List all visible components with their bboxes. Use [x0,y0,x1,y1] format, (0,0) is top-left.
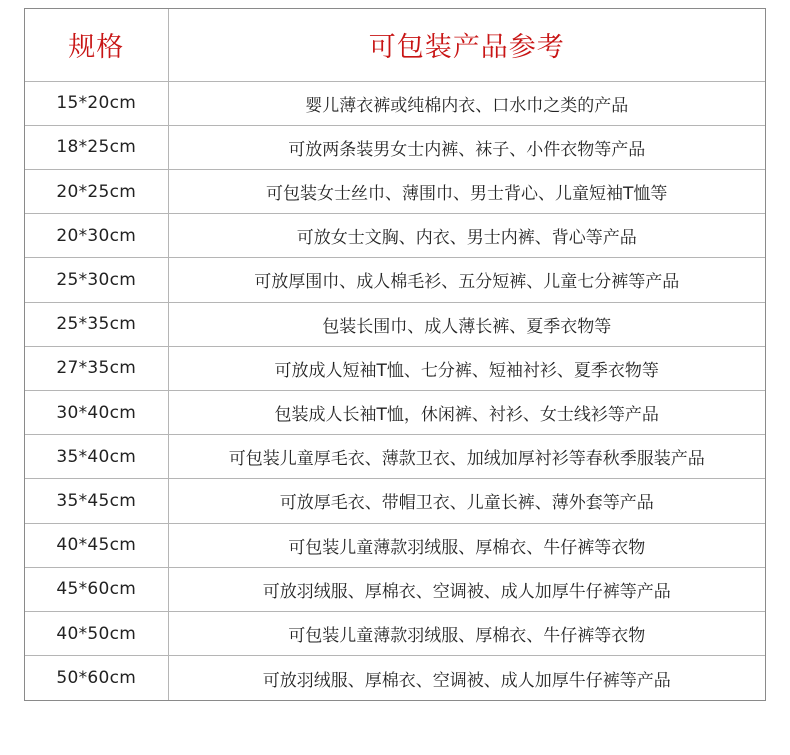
products-cell: 可包装儿童薄款羽绒服、厚棉衣、牛仔裤等衣物 [168,611,765,655]
products-cell: 可放女士文胸、内衣、男士内裤、背心等产品 [168,214,765,258]
table-body [25,81,765,700]
table-row [25,81,765,125]
spec-cell: 25*35cm [25,302,168,346]
table-row [25,611,765,655]
products-cell: 可放羽绒服、厚棉衣、空调被、成人加厚牛仔裤等产品 [168,567,765,611]
table-row [25,390,765,434]
spec-cell: 40*50cm [25,611,168,655]
spec-cell: 30*40cm [25,390,168,434]
products-cell: 可放羽绒服、厚棉衣、空调被、成人加厚牛仔裤等产品 [168,656,765,700]
spec-cell: 20*30cm [25,214,168,258]
table-row [25,302,765,346]
spec-column-header: 规格 [25,9,168,81]
table-row [25,567,765,611]
products-cell: 婴儿薄衣裤或纯棉内衣、口水巾之类的产品 [168,81,765,125]
table-row [25,214,765,258]
spec-cell: 45*60cm [25,567,168,611]
spec-cell: 50*60cm [25,656,168,700]
table-row [25,656,765,700]
table-row [25,435,765,479]
products-column-header: 可包装产品参考 [168,9,765,81]
spec-cell: 20*25cm [25,169,168,213]
products-cell: 可包装儿童薄款羽绒服、厚棉衣、牛仔裤等衣物 [168,523,765,567]
spec-cell: 40*45cm [25,523,168,567]
spec-cell: 18*25cm [25,125,168,169]
table-row [25,523,765,567]
products-cell: 可放厚围巾、成人棉毛衫、五分短裤、儿童七分裤等产品 [168,258,765,302]
size-reference-table-container [24,8,766,701]
table-row [25,258,765,302]
table-header-row [25,9,765,81]
spec-cell: 25*30cm [25,258,168,302]
table-row [25,346,765,390]
table-row [25,479,765,523]
products-cell: 可包装儿童厚毛衣、薄款卫衣、加绒加厚衬衫等春秋季服装产品 [168,435,765,479]
table-row [25,169,765,213]
products-cell: 可放成人短袖T恤、七分裤、短袖衬衫、夏季衣物等 [168,346,765,390]
products-cell: 包装成人长袖T恤，休闲裤、衬衫、女士线衫等产品 [168,390,765,434]
spec-cell: 15*20cm [25,81,168,125]
size-reference-table [25,9,765,700]
spec-cell: 35*40cm [25,435,168,479]
spec-cell: 35*45cm [25,479,168,523]
products-cell: 包装长围巾、成人薄长裤、夏季衣物等 [168,302,765,346]
spec-cell: 27*35cm [25,346,168,390]
products-cell: 可放厚毛衣、带帽卫衣、儿童长裤、薄外套等产品 [168,479,765,523]
products-cell: 可包装女士丝巾、薄围巾、男士背心、儿童短袖T恤等 [168,169,765,213]
products-cell: 可放两条装男女士内裤、袜子、小件衣物等产品 [168,125,765,169]
table-row [25,125,765,169]
